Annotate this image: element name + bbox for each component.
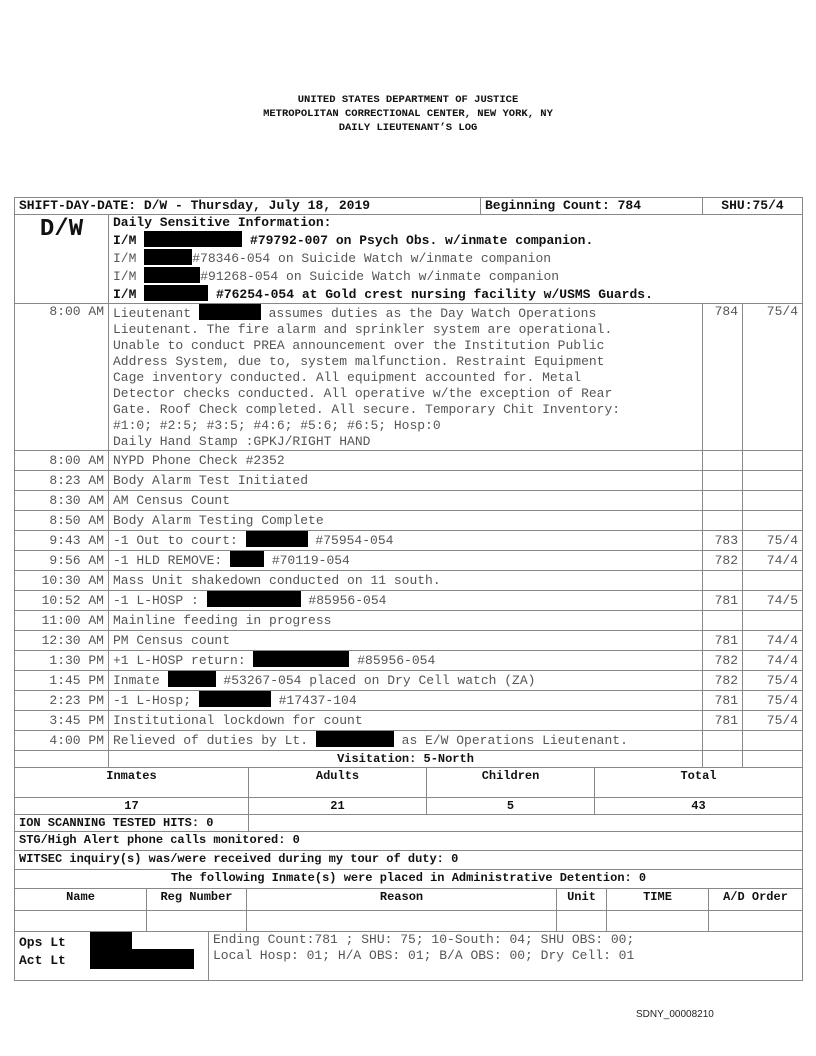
entry-count: 781 [703,711,743,731]
im-label: I/M [113,269,137,284]
entry-text: #75954-054 [307,533,394,548]
sensitive-line: #91268-054 on Suicide Watch w/inmate companion [200,269,560,284]
visit-header: Children [427,768,595,798]
shift-date: SHIFT-DAY-DATE: D/W - Thursday, July 18, 2019 [15,198,481,215]
entry-text: Lieutenant. The fire alarm and sprinkler system are operational. [113,322,613,337]
entry-count: 784 [703,304,743,451]
entry-count: 781 [703,591,743,611]
entry-count [703,491,743,511]
log-entry [15,451,803,471]
entry-time: 11:00 AM [15,611,109,631]
entry-text: Body Alarm Testing Complete [113,513,324,528]
ad-header-reg: Reg Number [147,889,247,911]
entry-count [703,471,743,491]
visitation-table [14,767,803,889]
entry-shu: 75/4 [743,691,803,711]
redaction [316,731,394,747]
entry-time: 1:30 PM [15,651,109,671]
redaction [144,249,192,265]
sensitive-line: #76254-054 at Gold crest nursing facility w/USMS Guards. [208,287,653,302]
entry-shu: 74/5 [743,591,803,611]
entry-time: 4:00 PM [15,731,109,751]
ad-title: The following Inmate(s) were placed in Administrative Detention: 0 [15,870,803,889]
redaction [144,285,208,301]
entry-count: 783 [703,531,743,551]
entry-text: Detector checks conducted. All operative w/the exception of Rear [113,386,613,401]
log-entry [15,304,803,451]
entry-shu [743,571,803,591]
entry-text: AM Census Count [113,493,231,508]
entry-shu: 75/4 [743,304,803,451]
entry-text: -1 L-Hosp; [113,693,199,708]
entry-shu [743,511,803,531]
visit-total: 43 [595,798,803,815]
entry-count [703,731,743,751]
bates-number: SDNY_00008210 [636,1009,714,1020]
entry-time: 9:56 AM [15,551,109,571]
sensitive-info-row [15,215,803,304]
ad-header-order: A/D Order [709,889,803,911]
entry-shu: 74/4 [743,651,803,671]
im-label: I/M [113,233,137,248]
ad-header-reason: Reason [247,889,557,911]
entry-count: 781 [703,631,743,651]
entry-time: 8:30 AM [15,491,109,511]
entry-text: Address System, due to, system malfunction. Restraint Equipment [113,354,605,369]
entry-shu [743,731,803,751]
entry-text: as E/W Operations Lieutenant. [393,733,628,748]
redaction [199,304,261,320]
im-label: I/M [113,287,137,302]
entry-time: 1:45 PM [15,671,109,691]
entry-shu [743,471,803,491]
redaction [168,671,216,687]
entry-text: Relieved of duties by Lt. [113,733,316,748]
redaction [207,591,301,607]
ad-table [14,888,803,932]
stg-calls: STG/High Alert phone calls monitored: 0 [15,832,803,851]
header-line: UNITED STATES DEPARTMENT OF JUSTICE [297,94,519,106]
sensitive-title: Daily Sensitive Information: [113,215,332,230]
entry-text: PM Census count [113,633,231,648]
entry-text: Inmate [113,673,168,688]
sensitive-line: #79792-007 on Psych Obs. w/inmate companion. [242,233,594,248]
log-entry [15,691,803,711]
ad-header-name: Name [15,889,147,911]
visit-children: 5 [427,798,595,815]
entry-count [703,571,743,591]
entry-count: 781 [703,691,743,711]
entry-count: 782 [703,551,743,571]
entry-text: #70119-054 [264,553,350,568]
entry-text: #85956-054 [300,593,387,608]
log-form [14,197,802,981]
document-header [0,93,816,135]
entry-time: 12:30 AM [15,631,109,651]
ad-header-time: TIME [607,889,709,911]
ops-lt-label: Ops Lt [19,935,66,950]
log-entry [15,711,803,731]
entry-count [703,511,743,531]
visit-header: Adults [249,768,427,798]
ion-scanning: ION SCANNING TESTED HITS: 0 [15,815,249,832]
shift-label: D/W [15,215,109,304]
entry-text: -1 Out to court: [113,533,246,548]
entry-time: 10:30 AM [15,571,109,591]
log-entry [15,531,803,551]
header-line: DAILY LIEUTENANT’S LOG [338,122,478,134]
visitation-label: Visitation: 5-North [109,751,703,768]
entry-count [703,611,743,631]
shift-row [15,198,803,215]
entry-text: NYPD Phone Check #2352 [113,453,285,468]
entry-shu: 75/4 [743,671,803,691]
entry-time: 2:23 PM [15,691,109,711]
entry-time: 8:00 AM [15,304,109,451]
entry-time: 9:43 AM [15,531,109,551]
log-entry [15,551,803,571]
entry-text: #17437-104 [270,693,357,708]
entry-shu: 74/4 [743,551,803,571]
entry-shu [743,611,803,631]
log-entry [15,611,803,631]
ending-count: Local Hosp: 01; H/A OBS: 01; B/A OBS: 00; Dry Cell: 01 [213,948,635,963]
witsec-inquiry: WITSEC inquiry(s) was/were received during my tour of duty: 0 [15,851,803,870]
entry-text: Daily Hand Stamp :GPKJ/RIGHT HAND [113,434,371,449]
visit-header: Inmates [15,768,249,798]
redaction [246,531,308,547]
entry-shu: 74/4 [743,631,803,651]
redaction [253,651,349,667]
log-entry [15,591,803,611]
log-entry [15,671,803,691]
entry-time: 8:23 AM [15,471,109,491]
entry-text: -1 HLD REMOVE: [113,553,231,568]
ad-header-unit: Unit [557,889,607,911]
entry-text: Institutional lockdown for count [113,713,363,728]
entry-shu [743,491,803,511]
entry-text: +1 L-HOSP return: [113,653,254,668]
entry-text: #85956-054 [349,653,436,668]
entry-text: Unable to conduct PREA announcement over the Institution Public [113,338,605,353]
entry-text: Mass Unit shakedown conducted on 11 south. [113,573,441,588]
redaction [90,949,194,969]
log-entry [15,471,803,491]
entry-text: -1 L-HOSP : [113,593,207,608]
entry-time: 8:00 AM [15,451,109,471]
visit-adults: 21 [249,798,427,815]
sensitive-line: #78346-054 on Suicide Watch w/inmate companion [192,251,552,266]
log-entry [15,491,803,511]
redaction [144,231,242,247]
entry-shu: 75/4 [743,711,803,731]
entry-shu: 75/4 [743,531,803,551]
visitation-row [15,751,803,768]
shu-count: SHU:75/4 [703,198,803,215]
redaction [144,267,200,283]
act-lt-label: Act Lt [19,953,66,968]
entry-shu [743,451,803,471]
entry-text: Cage inventory conducted. All equipment accounted for. Metal [113,370,582,385]
log-entry [15,511,803,531]
entry-text: Body Alarm Test Initiated [113,473,309,488]
im-label: I/M [113,251,137,266]
visit-inmates: 17 [15,798,249,815]
entry-text: Lieutenant [113,306,192,321]
redaction [230,551,264,567]
entry-time: 3:45 PM [15,711,109,731]
entry-time: 10:52 AM [15,591,109,611]
redaction [199,691,271,707]
visit-header: Total [595,768,803,798]
entry-time: 8:50 AM [15,511,109,531]
entry-text: #1:0; #2:5; #3:5; #4:6; #5:6; #6:5; Hosp:0 [113,418,441,433]
log-entry [15,631,803,651]
entry-count: 782 [703,671,743,691]
entry-count: 782 [703,651,743,671]
entry-text: #53267-054 placed on Dry Cell watch (ZA) [215,673,536,688]
log-entry [15,571,803,591]
entry-text: Mainline feeding in progress [113,613,332,628]
signature-table [14,931,803,981]
entry-count [703,451,743,471]
log-table [14,197,803,768]
entry-text: Gate. Roof Check completed. All secure. Temporary Chit Inventory: [113,402,621,417]
ending-count: Ending Count:781 ; SHU: 75; 10-South: 04; SHU OBS: 00; [213,932,635,947]
header-line: METROPOLITAN CORRECTIONAL CENTER, NEW YORK, NY [263,108,553,120]
beginning-count: Beginning Count: 784 [481,198,703,215]
entry-text: assumes duties as the Day Watch Operations [260,306,597,321]
log-entry [15,731,803,751]
log-entry [15,651,803,671]
